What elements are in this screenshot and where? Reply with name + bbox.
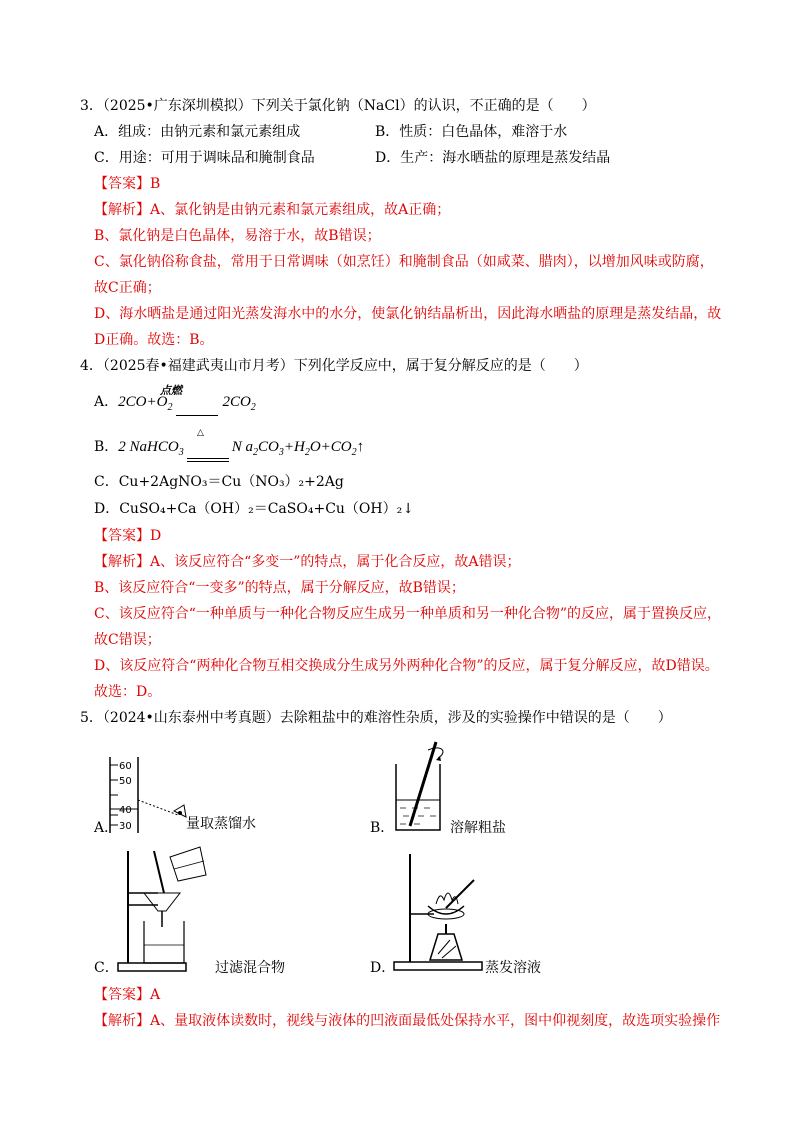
evaporation-figure (390, 850, 490, 974)
q5-caption-d: 蒸发溶液 (485, 960, 541, 976)
q4-option-b (94, 437, 364, 463)
q3-option-a: A．组成：由钠元素和氯元素组成 (94, 124, 301, 140)
q3-option-c: C．用途：可用于调味品和腌制食品 (94, 150, 315, 166)
q5-option-d-label: D． (370, 960, 396, 976)
q3-explanation-line: 故C正确； (94, 280, 161, 296)
q5-caption-c: 过滤混合物 (215, 960, 285, 976)
q4-explanation-line: D、该反应符合“两种化合物互相交换成分生成另外两种化合物”的反应，属于复分解反应，故D错误。 (94, 658, 719, 674)
tick-label: 50 (119, 776, 132, 787)
q3-explanation-line: C、氯化钠俗称食盐，常用于日常调味（如烹饪）和腌制食品（如咸菜、腊肉），以增加风味或防腐， (94, 254, 714, 270)
filtration-figure (114, 845, 214, 975)
q5-explanation-line: 【解析】A、量取液体读数时，视线与液体的凹液面最低处保持水平，图中仰视刻度，故选项实验操作 (94, 1013, 721, 1029)
q5-option-c-label: C． (94, 960, 119, 976)
q4-explanation-line: C、该反应符合“一种单质与一种化合物反应生成另一种单质和另一种化合物”的反应，属于置换反应， (94, 606, 722, 622)
q3-explanation-line: 【解析】A、氯化钠是由钠元素和氯元素组成，故A正确； (94, 202, 451, 218)
tick-label: 60 (119, 761, 132, 772)
q4-option-b-label: B． (94, 439, 119, 455)
q4-option-a-label: A． (94, 394, 119, 410)
q4-option-c: C．Cu+2AgNO₃＝Cu（NO₃）₂+2Ag (94, 474, 344, 490)
tick-label: 40 (119, 805, 132, 816)
q4-option-d: D．CuSO₄+Ca（OH）₂＝CaSO₄+Cu（OH）₂↓ (94, 501, 414, 517)
beaker-dissolve-figure (388, 738, 458, 834)
q3-option-d: D．生产：海水晒盐的原理是蒸发结晶 (375, 150, 611, 166)
q4-explanation-line: 【解析】A、该反应符合“多变一”的特点，属于化合反应，故A错误； (94, 554, 521, 570)
q3-explanation-line: D、海水晒盐是通过阳光蒸发海水中的水分，使氯化钠结晶析出，因此海水晒盐的原理是蒸发结晶，故 (94, 306, 722, 322)
equation-b: 2 NaHCO$_3$ N $a_2CO_3+H_2O+CO_2↑$ (118, 439, 364, 455)
q4-stem: 4．（2025春•福建武夷山市月考）下列化学反应中，属于复分解反应的是（ ） (80, 358, 588, 374)
q3-option-b: B．性质：白色晶体，难溶于水 (375, 124, 568, 140)
equation-a: $2CO+O_2$ $2CO_2$ (118, 394, 256, 410)
q3-explanation-line: B、氯化钠是白色晶体，易溶于水，故B错误； (94, 228, 381, 244)
condition-ignite: 点燃 (160, 384, 182, 397)
condition-heat: △ (197, 428, 204, 438)
q5-caption-b: 溶解粗盐 (450, 820, 506, 836)
q5-answer: 【答案】A (94, 987, 161, 1003)
q4-explanation-line: 故选：D。 (94, 684, 162, 700)
q3-stem: 3．（2025•广东深圳模拟）下列关于氯化钠（NaCl）的认识，不正确的是（ ） (80, 98, 596, 114)
measuring-cylinder-figure (108, 755, 198, 835)
q4-explanation-line: B、该反应符合“一变多”的特点，属于分解反应，故B错误； (94, 580, 465, 596)
tick-label: 30 (119, 821, 132, 832)
q5-option-b-label: B． (370, 820, 395, 836)
q3-answer: 【答案】B (94, 176, 161, 192)
q4-answer: 【答案】D (94, 528, 162, 544)
q3-explanation-line: D正确。故选：B。 (94, 332, 214, 348)
q5-option-a-label: A． (94, 820, 119, 836)
q5-stem: 5．（2024•山东泰州中考真题）去除粗盐中的难溶性杂质，涉及的实验操作中错误的是（ ） (80, 710, 672, 726)
q5-caption-a: 量取蒸馏水 (186, 816, 256, 832)
q4-explanation-line: 故C错误； (94, 632, 161, 648)
